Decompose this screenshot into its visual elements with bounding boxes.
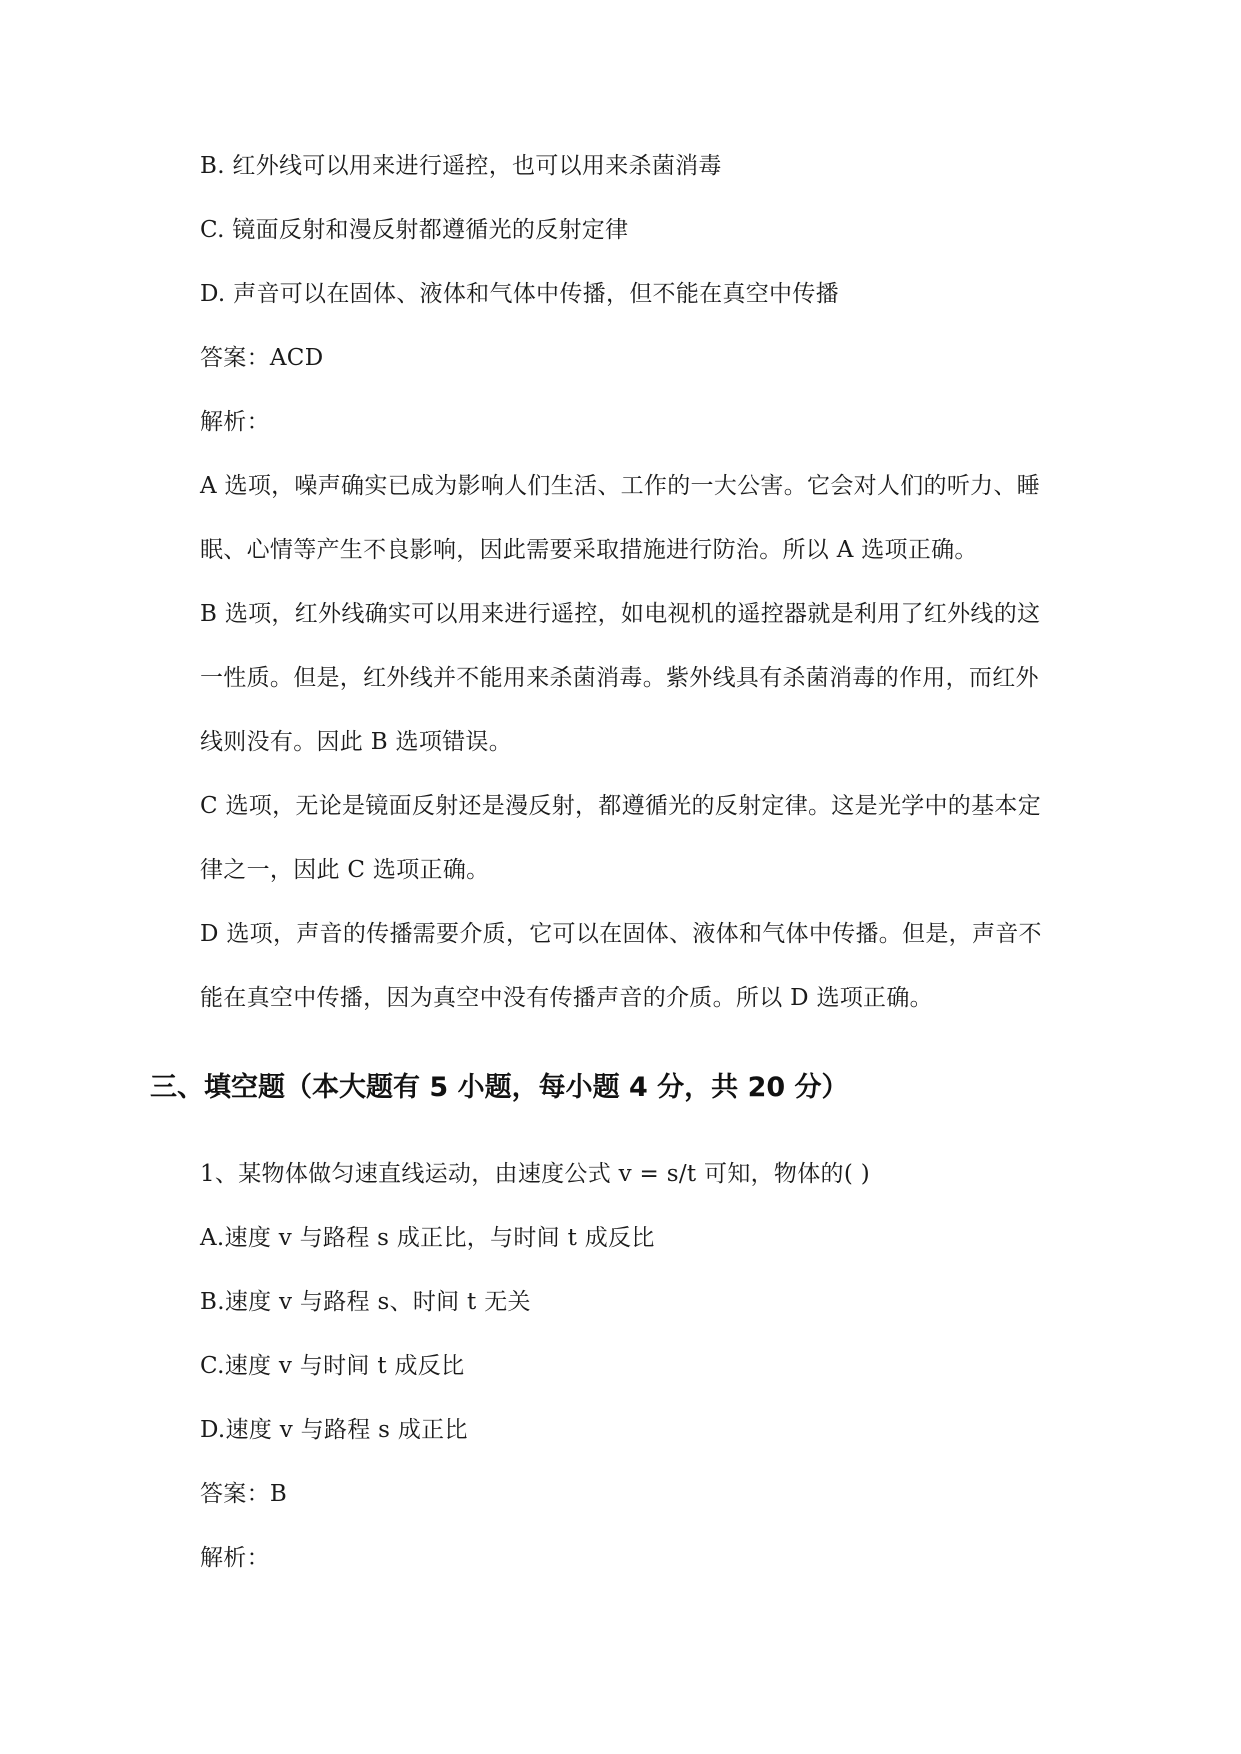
section-heading: 三、填空题（本大题有 5 小题，每小题 4 分，共 20 分）: [150, 1072, 849, 1103]
analysis-d-line-2: 能在真空中传播，因为真空中没有传播声音的介质。所以 D 选项正确。: [200, 985, 933, 1011]
analysis-b-line-1: B 选项，红外线确实可以用来进行遥控，如电视机的遥控器就是利用了红外线的这: [200, 601, 1041, 627]
analysis-a-line-1: A 选项，噪声确实已成为影响人们生活、工作的一大公害。它会对人们的听力、睡: [200, 473, 1041, 499]
question-option-d: D.速度 v 与路程 s 成正比: [200, 1417, 468, 1443]
analysis-b-line-3: 线则没有。因此 B 选项错误。: [200, 729, 513, 755]
question-answer: 答案：B: [200, 1481, 288, 1507]
question-option-b: B.速度 v 与路程 s、时间 t 无关: [200, 1289, 531, 1315]
analysis-b-line-2: 一性质。但是，红外线并不能用来杀菌消毒。紫外线具有杀菌消毒的作用，而红外: [200, 665, 1039, 691]
option-b-text: B. 红外线可以用来进行遥控，也可以用来杀菌消毒: [200, 153, 722, 179]
option-c-text: C. 镜面反射和漫反射都遵循光的反射定律: [200, 217, 629, 243]
analysis-c-line-1: C 选项，无论是镜面反射还是漫反射，都遵循光的反射定律。这是光学中的基本定: [200, 793, 1042, 819]
option-d-text: D. 声音可以在固体、液体和气体中传播，但不能在真空中传播: [200, 281, 839, 307]
analysis-c-line-2: 律之一，因此 C 选项正确。: [200, 857, 490, 883]
analysis-d-line-1: D 选项，声音的传播需要介质，它可以在固体、液体和气体中传播。但是，声音不: [200, 921, 1042, 947]
question-option-a: A.速度 v 与路程 s 成正比，与时间 t 成反比: [200, 1225, 655, 1251]
question-option-c: C.速度 v 与时间 t 成反比: [200, 1353, 465, 1379]
analysis-label: 解析：: [200, 409, 270, 435]
answer-text: 答案：ACD: [200, 345, 324, 371]
question-stem: 1、某物体做匀速直线运动，由速度公式 v = s/t 可知，物体的( ): [200, 1161, 870, 1187]
question-analysis-label: 解析：: [200, 1545, 270, 1571]
analysis-a-line-2: 眠、心情等产生不良影响，因此需要采取措施进行防治。所以 A 选项正确。: [200, 537, 978, 563]
